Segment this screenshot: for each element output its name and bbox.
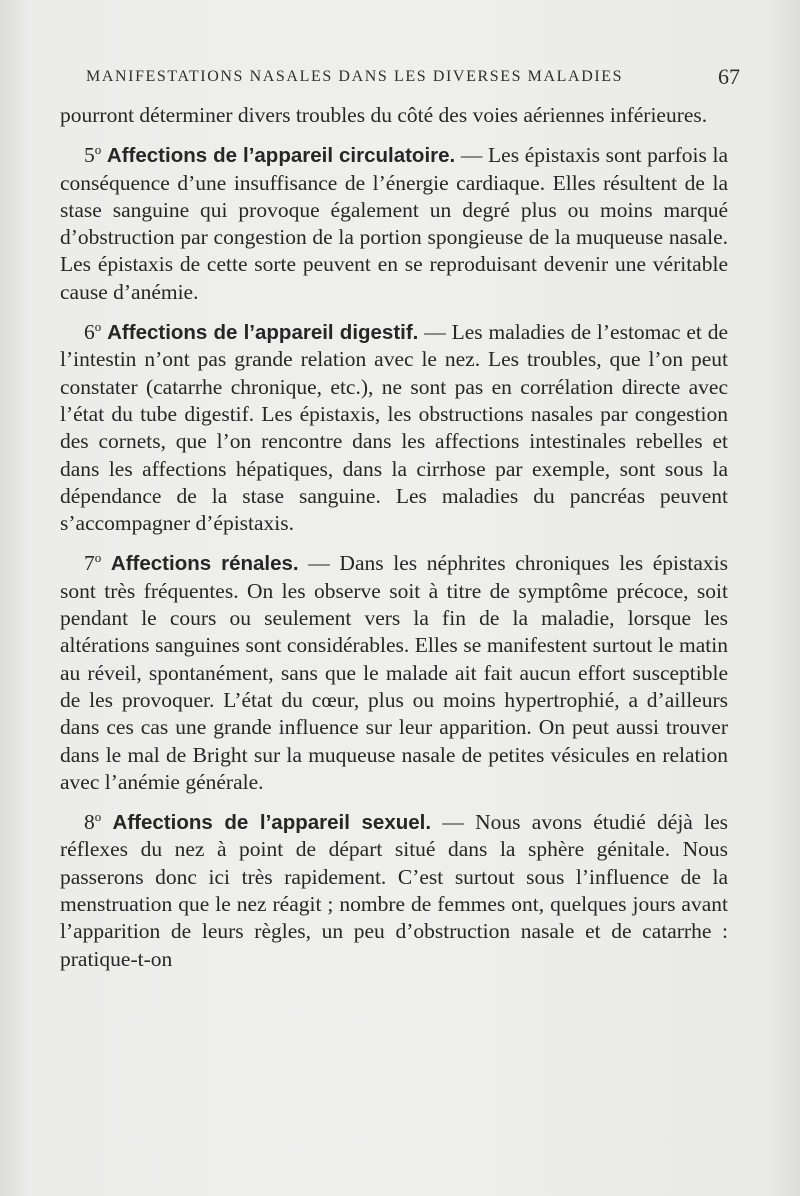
- running-title: MANIFESTATIONS NASALES DANS LES DIVERSES MALADIES: [86, 68, 624, 85]
- section-renal: [60, 550, 728, 796]
- ordinal-mark: o: [94, 142, 102, 158]
- section-digestive: [60, 319, 728, 537]
- section-number: 5: [84, 143, 95, 168]
- section-text: — Les maladies de l’estomac et de l’intestin n’ont pas grande relation avec le nez. Les troubles, que l’on peut constater (catarrhe chronique, etc.), ne sont pas en corrélation directe avec l’état du tube digestif. Les épistaxis, les obstructions nasales par congestion des cornets, que l’on rencontre dans les affections intestinales rebelles et dans les affections hépatiques, dans la cirrhose par exemple, sont sous la dépendance de la stase sanguine. Les maladies du pancréas peuvent s’accompagner d’épistaxis.: [60, 320, 729, 536]
- section-sexual: [60, 809, 728, 973]
- paragraph-text: pourront déterminer divers troubles du côté des voies aériennes inférieures.: [60, 103, 708, 127]
- section-circulatory: [60, 142, 728, 306]
- page-number: 67: [718, 64, 740, 89]
- body-text: [60, 102, 728, 973]
- ordinal-mark: o: [94, 808, 102, 824]
- section-number: 8: [84, 810, 95, 835]
- page-header: [86, 60, 740, 94]
- section-heading: Affections de l’appareil sexuel.: [112, 811, 432, 835]
- section-heading: Affections de l’appareil circulatoire.: [106, 144, 456, 168]
- section-number: 6: [84, 320, 95, 345]
- section-text: — Les épistaxis sont parfois la conséquence d’une insuffisance de l’énergie cardiaque. Elles résultent de la stase sanguine qui provoque également un degré plus ou moins marqué d’obstruction par congestion de la portion spongieuse de la muqueuse nasale. Les épistaxis de cette sorte peuvent en se reproduisant devenir une véritable cause d’anémie.: [60, 143, 728, 304]
- paragraph-continuation: [60, 102, 728, 129]
- ordinal-mark: o: [94, 550, 102, 566]
- section-number: 7: [84, 551, 95, 576]
- ordinal-mark: o: [94, 318, 102, 334]
- section-text: — Dans les néphrites chroniques les épistaxis sont très fréquentes. On les observe soit à titre de symptôme précoce, soit pendant le cours ou seulement vers la fin de la maladie, lorsque les altérations sanguines sont considérables. Elles se manifestent surtout le matin au réveil, spontanément, sans que le malade ait fait aucun effort susceptible de les provoquer. L’état du cœur, plus ou moins hypertrophié, a d’ailleurs dans ces cas une grande influence sur leur apparition. On peut aussi trouver dans le mal de Bright sur la muqueuse nasale de petites vésicules en relation avec l’anémie générale.: [60, 551, 729, 794]
- section-text: — Nous avons étudié déjà les réflexes du nez à point de départ situé dans la sphère génitale. Nous passerons donc ici très rapidement. C’est surtout sous l’influence de la menstruation que le nez réagit ; nombre de femmes ont, quelques jours avant l’apparition de leurs règles, un peu d’obstruction nasale et de catarrhe : pratique-t-on: [60, 810, 729, 971]
- section-heading: Affections rénales.: [110, 552, 299, 576]
- section-heading: Affections de l’appareil digestif.: [107, 321, 419, 345]
